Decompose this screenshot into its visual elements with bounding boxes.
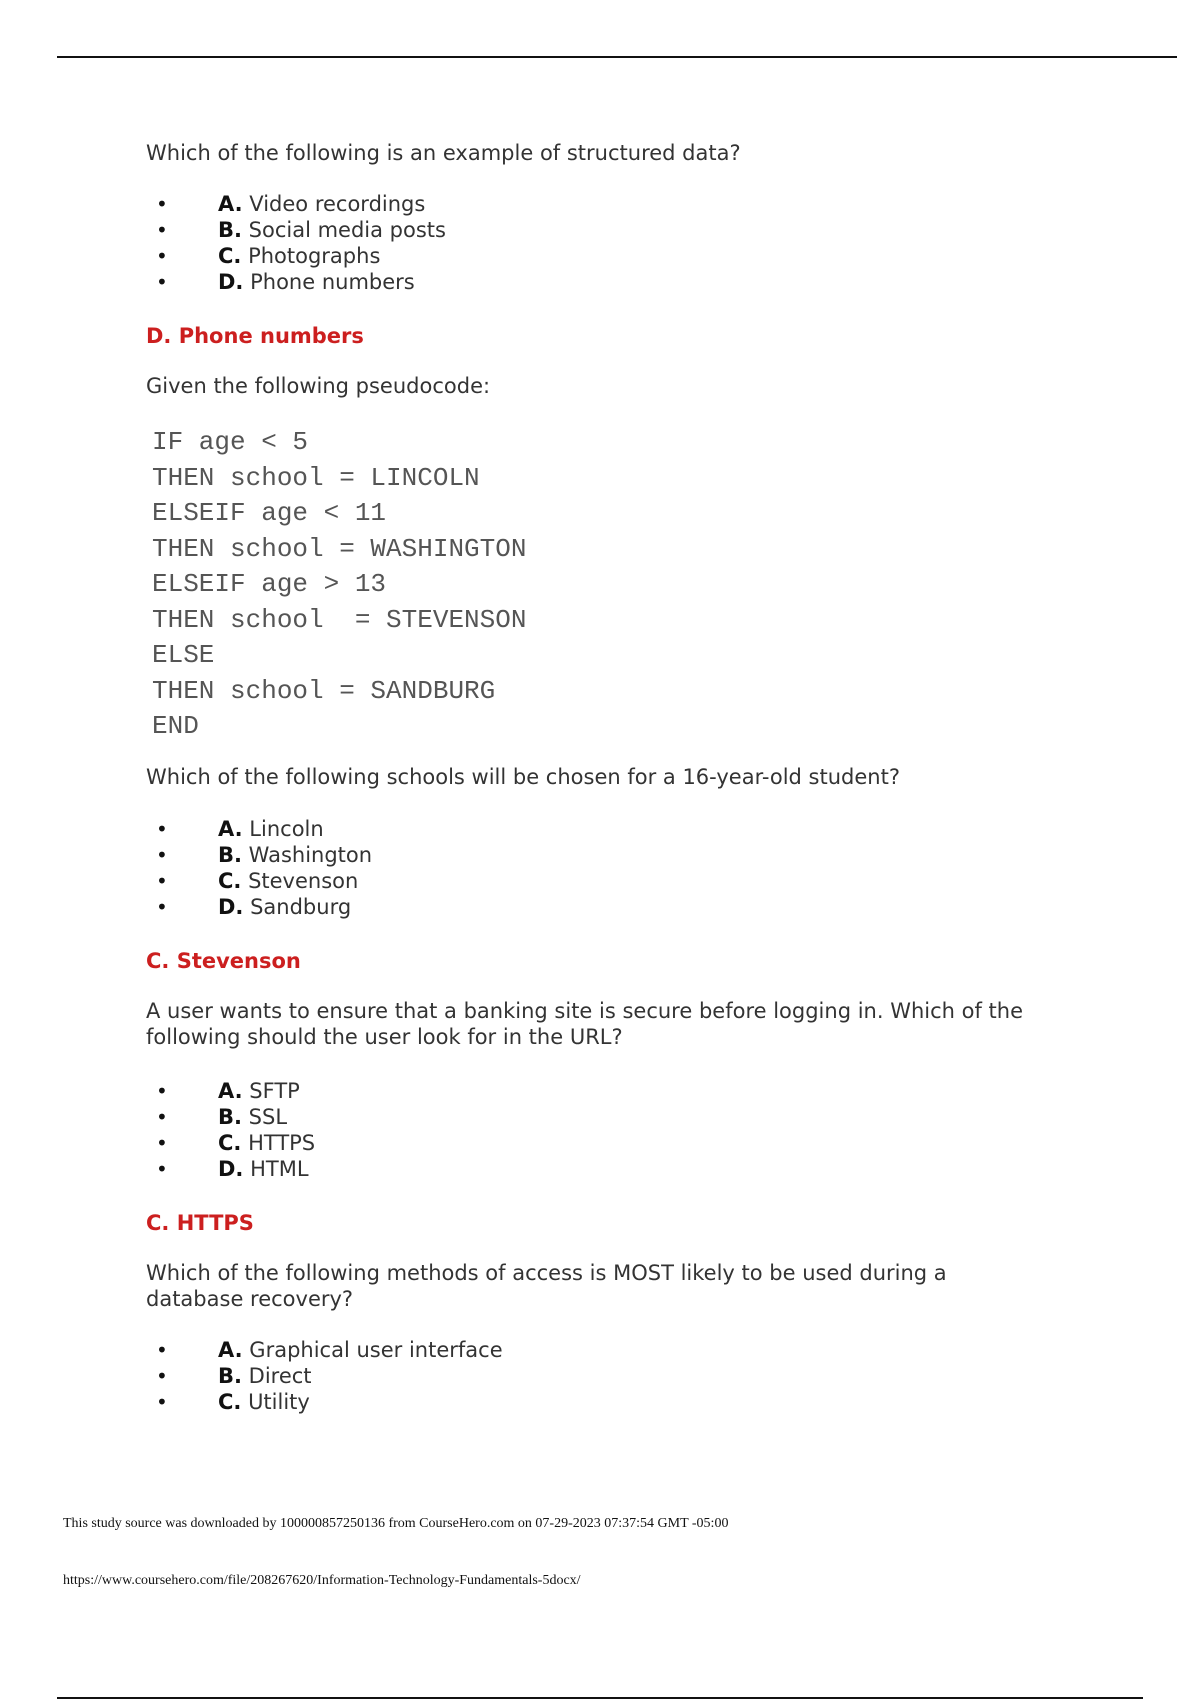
question-1-text: Which of the following is an example of structured data? xyxy=(146,141,741,165)
bullet-icon: • xyxy=(156,1078,168,1103)
option-item: • B. Direct xyxy=(156,1363,312,1388)
bullet-icon: • xyxy=(156,842,168,867)
question-3-answer: C. HTTPS xyxy=(146,1210,254,1235)
option-item: • A. SFTP xyxy=(156,1078,300,1103)
bullet-icon: • xyxy=(156,1130,168,1155)
bullet-icon: • xyxy=(156,868,168,893)
option-item: • C. Photographs xyxy=(156,244,381,268)
option-item: • A. Graphical user interface xyxy=(156,1337,503,1362)
option-item: • B. Social media posts xyxy=(156,218,446,242)
bullet-icon: • xyxy=(156,1389,168,1414)
question-2-answer: C. Stevenson xyxy=(146,948,301,973)
bullet-icon: • xyxy=(156,1104,168,1129)
option-item: • B. Washington xyxy=(156,842,373,867)
option-item: • A. Lincoln xyxy=(156,816,324,841)
document-content xyxy=(146,140,1106,1415)
option-item: • A. Video recordings xyxy=(156,192,426,216)
bullet-icon: • xyxy=(156,1337,168,1362)
question-1-options xyxy=(146,191,1106,295)
option-item: • C. Stevenson xyxy=(156,868,359,893)
pseudocode-block xyxy=(146,425,1106,745)
bullet-icon: • xyxy=(156,270,168,294)
question-4-options xyxy=(146,1337,1106,1415)
bullet-icon: • xyxy=(156,1156,168,1181)
code-line: THEN school = STEVENSON xyxy=(152,604,527,635)
code-line: THEN school = SANDBURG xyxy=(152,675,496,706)
download-note: This study source was downloaded by 100000857250136 from CourseHero.com on 07-29-2023 07:37:54 GMT -05:00 xyxy=(63,1516,729,1531)
code-line: ELSEIF age < 11 xyxy=(152,498,387,528)
bullet-icon: • xyxy=(156,244,168,268)
code-line: THEN school = WASHINGTON xyxy=(152,533,527,564)
question-2-intro: Given the following pseudocode: xyxy=(146,374,491,398)
question-4-text: Which of the following methods of access is MOST likely to be used during a database recovery? xyxy=(146,1260,947,1311)
bullet-icon: • xyxy=(156,816,168,841)
code-line: ELSE xyxy=(152,640,215,670)
option-item: • D. Sandburg xyxy=(156,894,352,919)
option-item: • B. SSL xyxy=(156,1104,288,1129)
question-3-options xyxy=(146,1078,1106,1182)
question-3-text: A user wants to ensure that a banking site is secure before logging in. Which of the following should the user look for in the URL? xyxy=(146,998,1024,1049)
option-item: • C. HTTPS xyxy=(156,1130,316,1155)
code-line: THEN school = LINCOLN xyxy=(152,462,480,493)
code-line: IF age < 5 xyxy=(152,427,309,457)
top-rule xyxy=(57,56,1177,58)
question-1-answer: D. Phone numbers xyxy=(146,324,364,348)
code-line: END xyxy=(152,711,199,741)
option-item: • D. HTML xyxy=(156,1156,309,1181)
code-line: ELSEIF age > 13 xyxy=(152,569,387,599)
option-item: • D. Phone numbers xyxy=(156,270,415,294)
bullet-icon: • xyxy=(156,192,168,216)
source-url: https://www.coursehero.com/file/208267620/Information-Technology-Fundamentals-5docx/ xyxy=(63,1573,581,1588)
question-2-options xyxy=(146,816,1106,920)
bullet-icon: • xyxy=(156,1363,168,1388)
question-2-text: Which of the following schools will be chosen for a 16-year-old student? xyxy=(146,764,900,789)
option-item: • C. Utility xyxy=(156,1389,310,1414)
bullet-icon: • xyxy=(156,218,168,242)
bullet-icon: • xyxy=(156,894,168,919)
bottom-rule xyxy=(57,1697,1143,1699)
